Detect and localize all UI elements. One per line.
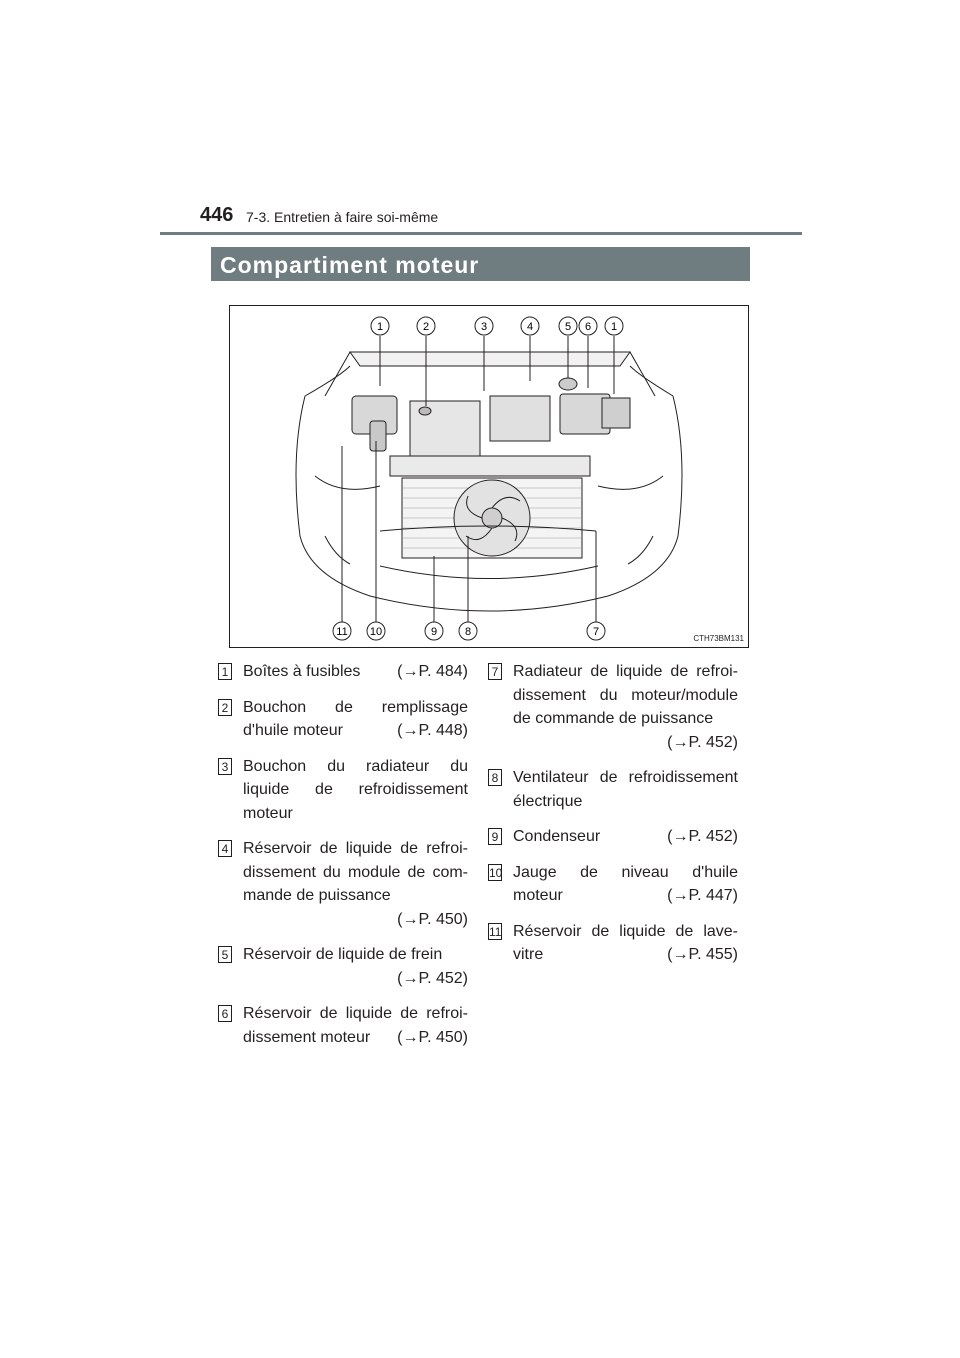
callout-7: 7 <box>592 626 600 638</box>
item-line: liquide de refroidissement <box>243 781 468 798</box>
item-number: 3 <box>218 758 232 775</box>
legend-item <box>218 837 468 931</box>
item-line: Réservoir de liquide de lave- <box>513 922 738 940</box>
item-line: dissement du module de com- <box>243 863 468 881</box>
callout-10: 10 <box>369 626 383 638</box>
callout-3: 3 <box>480 321 488 333</box>
item-line: vitre (→P. 455) <box>513 946 738 963</box>
engine-illustration <box>230 306 748 647</box>
legend-right-column <box>488 660 738 979</box>
item-number: 5 <box>218 946 232 963</box>
item-line: Réservoir de liquide de refroi- <box>243 840 468 857</box>
legend-item <box>488 766 738 813</box>
item-line: Boîtes à fusibles (→P. 484) <box>243 663 468 680</box>
item-number: 1 <box>218 663 232 680</box>
callout-11: 11 <box>336 626 348 638</box>
item-line: Réservoir de liquide de frein <box>243 946 443 963</box>
item-line: électrique <box>513 792 583 810</box>
item-number: 4 <box>218 840 232 857</box>
callout-8: 8 <box>464 626 472 638</box>
page-title: Compartiment moteur <box>220 252 480 278</box>
item-line: mande de puissance <box>243 887 391 904</box>
legend-item <box>218 1002 468 1049</box>
legend-item <box>488 660 738 754</box>
item-line: Radiateur de liquide de refroi- <box>513 663 738 680</box>
legend-item <box>218 696 468 743</box>
item-line: Condenseur (→P. 452) <box>513 828 738 845</box>
page-number: 446 <box>200 204 234 226</box>
item-line: moteur (→P. 447) <box>513 887 738 904</box>
item-line: Jauge de niveau d'huile <box>513 863 738 881</box>
item-number: 6 <box>218 1005 232 1022</box>
figure-code: CTH73BM131 <box>693 634 744 643</box>
item-line: (→P. 450) <box>397 910 468 928</box>
item-line: dissement du moteur/module <box>513 686 738 704</box>
callout-6: 6 <box>584 321 592 333</box>
item-line: Réservoir de liquide de refroi- <box>243 1005 468 1022</box>
title-bar <box>211 247 750 281</box>
item-line: (→P. 452) <box>397 969 468 987</box>
item-number: 11 <box>489 924 502 939</box>
item-line: Ventilateur de refroidissement <box>513 769 738 786</box>
callout-5: 5 <box>564 321 572 333</box>
section-title: 7-3. Entretien à faire soi-même <box>246 209 439 225</box>
item-number: 8 <box>488 769 502 786</box>
legend-item <box>488 825 738 849</box>
item-number: 7 <box>488 663 502 680</box>
item-number: 2 <box>218 699 232 716</box>
legend-item <box>488 861 738 908</box>
callout-4: 4 <box>526 321 534 333</box>
callout-1b: 1 <box>610 321 618 333</box>
item-line: dissement moteur (→P. 450) <box>243 1028 468 1046</box>
legend-item <box>218 943 468 990</box>
legend-item <box>488 920 738 967</box>
legend-item <box>218 660 468 684</box>
item-line: d'huile moteur (→P. 448) <box>243 722 468 739</box>
callout-1: 1 <box>376 321 384 333</box>
item-line: de commande de puissance <box>513 710 714 727</box>
item-line: moteur <box>243 804 293 822</box>
item-line: (→P. 452) <box>667 733 738 751</box>
callouts-bottom <box>333 622 605 640</box>
callouts-top <box>371 317 623 335</box>
engine-compartment-figure <box>229 305 749 648</box>
item-line: Bouchon du radiateur du <box>243 757 468 775</box>
item-line: Bouchon de remplissage <box>243 698 468 716</box>
callout-9: 9 <box>430 626 438 638</box>
header-rule <box>160 232 802 235</box>
legend-left-column <box>218 660 468 1061</box>
legend-item <box>218 755 468 826</box>
item-number: 9 <box>488 828 502 845</box>
item-number: 10 <box>489 865 503 880</box>
callout-2: 2 <box>422 321 430 333</box>
